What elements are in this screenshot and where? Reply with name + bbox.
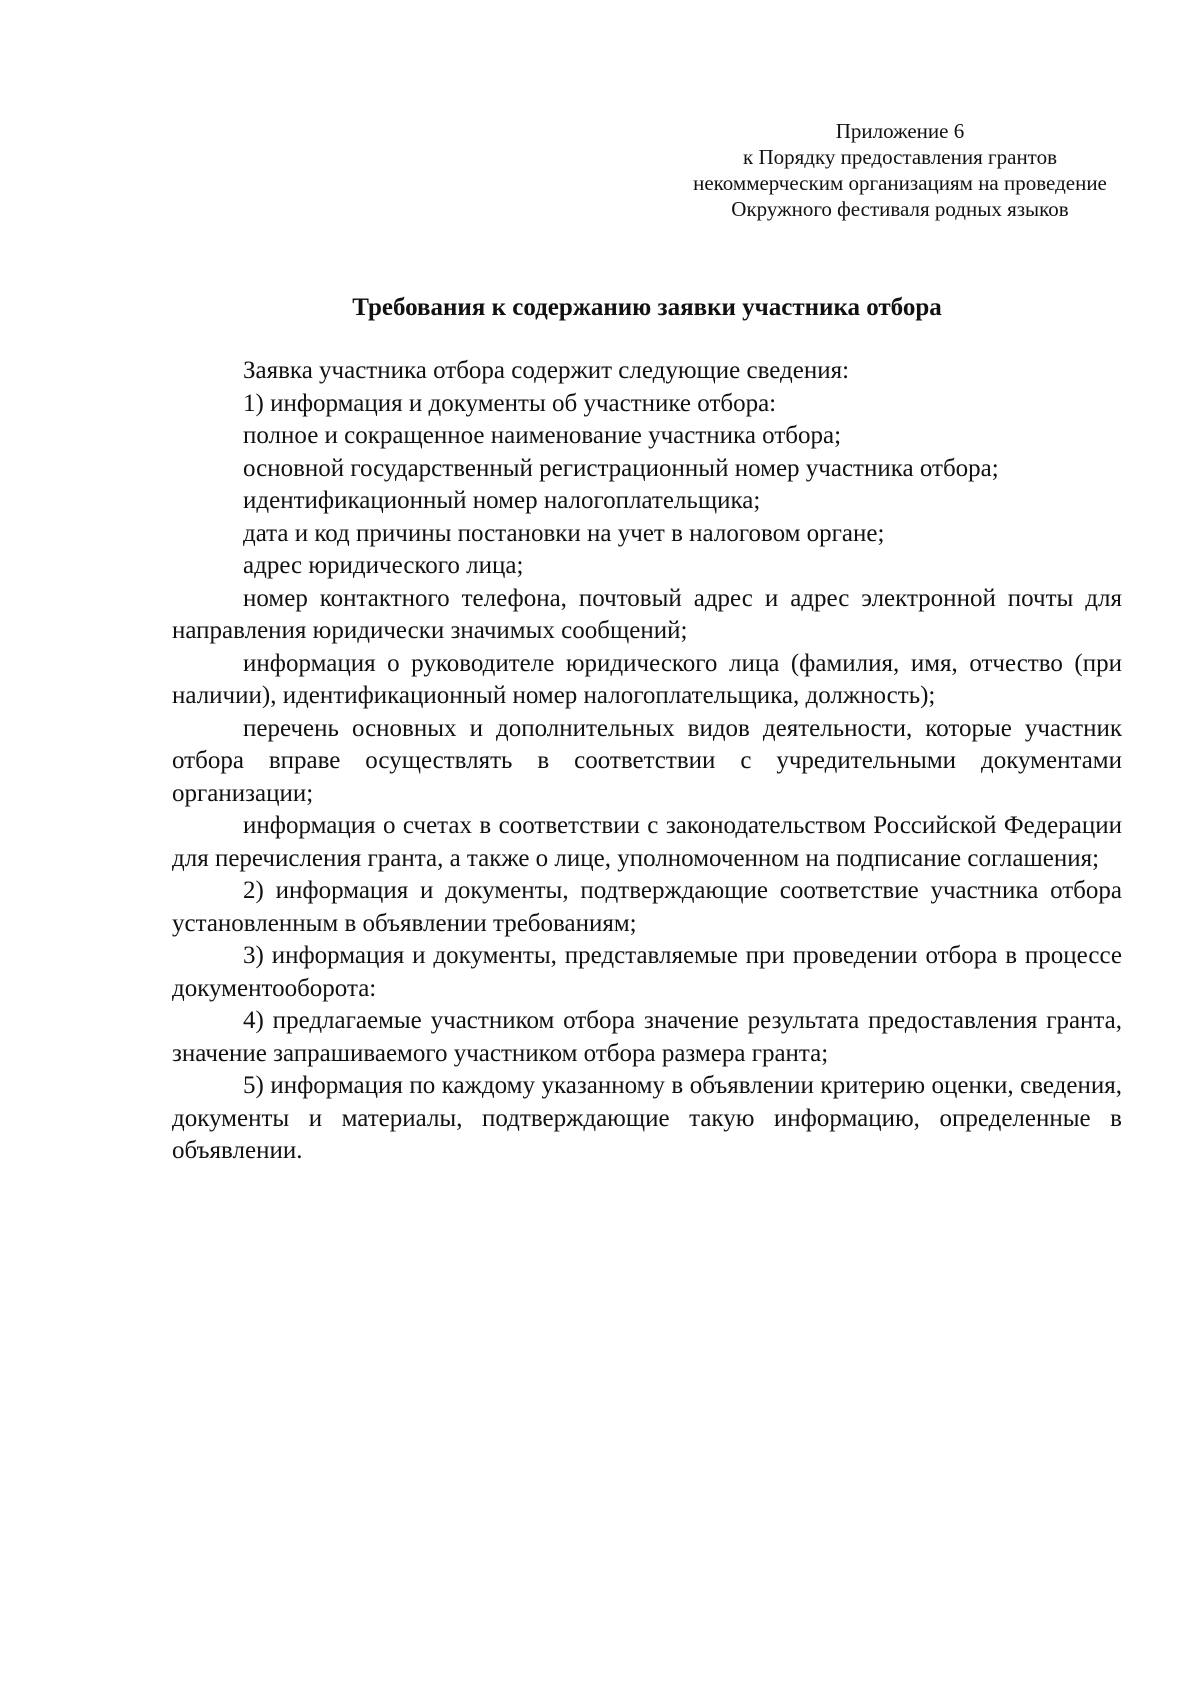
paragraph-name: полное и сокращенное наименование участника отбора; (243, 422, 842, 449)
appendix-line: Окружного фестиваля родных языков (731, 197, 1069, 221)
paragraph-item-4: 4) предлагаемые участником отбора значение результата предоставления гранта, значение запрашиваемого участником отбора размера гранта; (172, 1007, 1122, 1067)
paragraph-ogrn: основной государственный регистрационный номер участника отбора; (243, 454, 999, 482)
appendix-line: к Порядку предоставления грантов (743, 145, 1057, 169)
paragraph-item-2: 2) информация и документы, подтверждающие соответствие участника отбора установленным в объявлении требованиям; (172, 877, 1122, 937)
document-body (172, 355, 1122, 1168)
paragraph-item-5: 5) информация по каждому указанному в объявлении критерию оценки, сведения, документы и материалы, подтверждающие такую информацию, определенные в объявлении. (172, 1072, 1122, 1164)
document-title: Требования к содержанию заявки участника отбора (352, 294, 942, 321)
paragraph-item-3: 3) информация и документы, представляемые при проведении отбора в процессе документооборота: (172, 942, 1122, 1002)
appendix-line: Приложение 6 (835, 119, 965, 143)
appendix-line: некоммерческим организациям на проведение (693, 171, 1107, 195)
paragraph-head-info: информация о руководителе юридического лица (фамилия, имя, отчество (при наличии), идентификационный номер налогоплательщика, должность); (172, 649, 1122, 709)
paragraph-item-1: 1) информация и документы об участнике отбора: (243, 389, 777, 417)
paragraph-address: адрес юридического лица; (243, 552, 524, 579)
paragraph-contacts: номер контактного телефона, почтовый адрес и адрес электронной почты для направления юридически значимых сообщений; (172, 584, 1122, 644)
paragraph-intro: Заявка участника отбора содержит следующие сведения: (243, 357, 850, 384)
paragraph-accounts: информация о счетах в соответствии с законодательством Российской Федерации для перечисления гранта, а также о лице, уполномоченном на подписание соглашения; (172, 812, 1122, 872)
paragraph-activities: перечень основных и дополнительных видов деятельности, которые участник отбора вправе осуществлять в соответствии с учредительными документами организации; (172, 714, 1122, 807)
paragraph-tax-registration: дата и код причины постановки на учет в налоговом органе; (243, 519, 885, 547)
appendix-header (640, 118, 1160, 222)
paragraph-inn: идентификационный номер налогоплательщика; (243, 487, 761, 514)
